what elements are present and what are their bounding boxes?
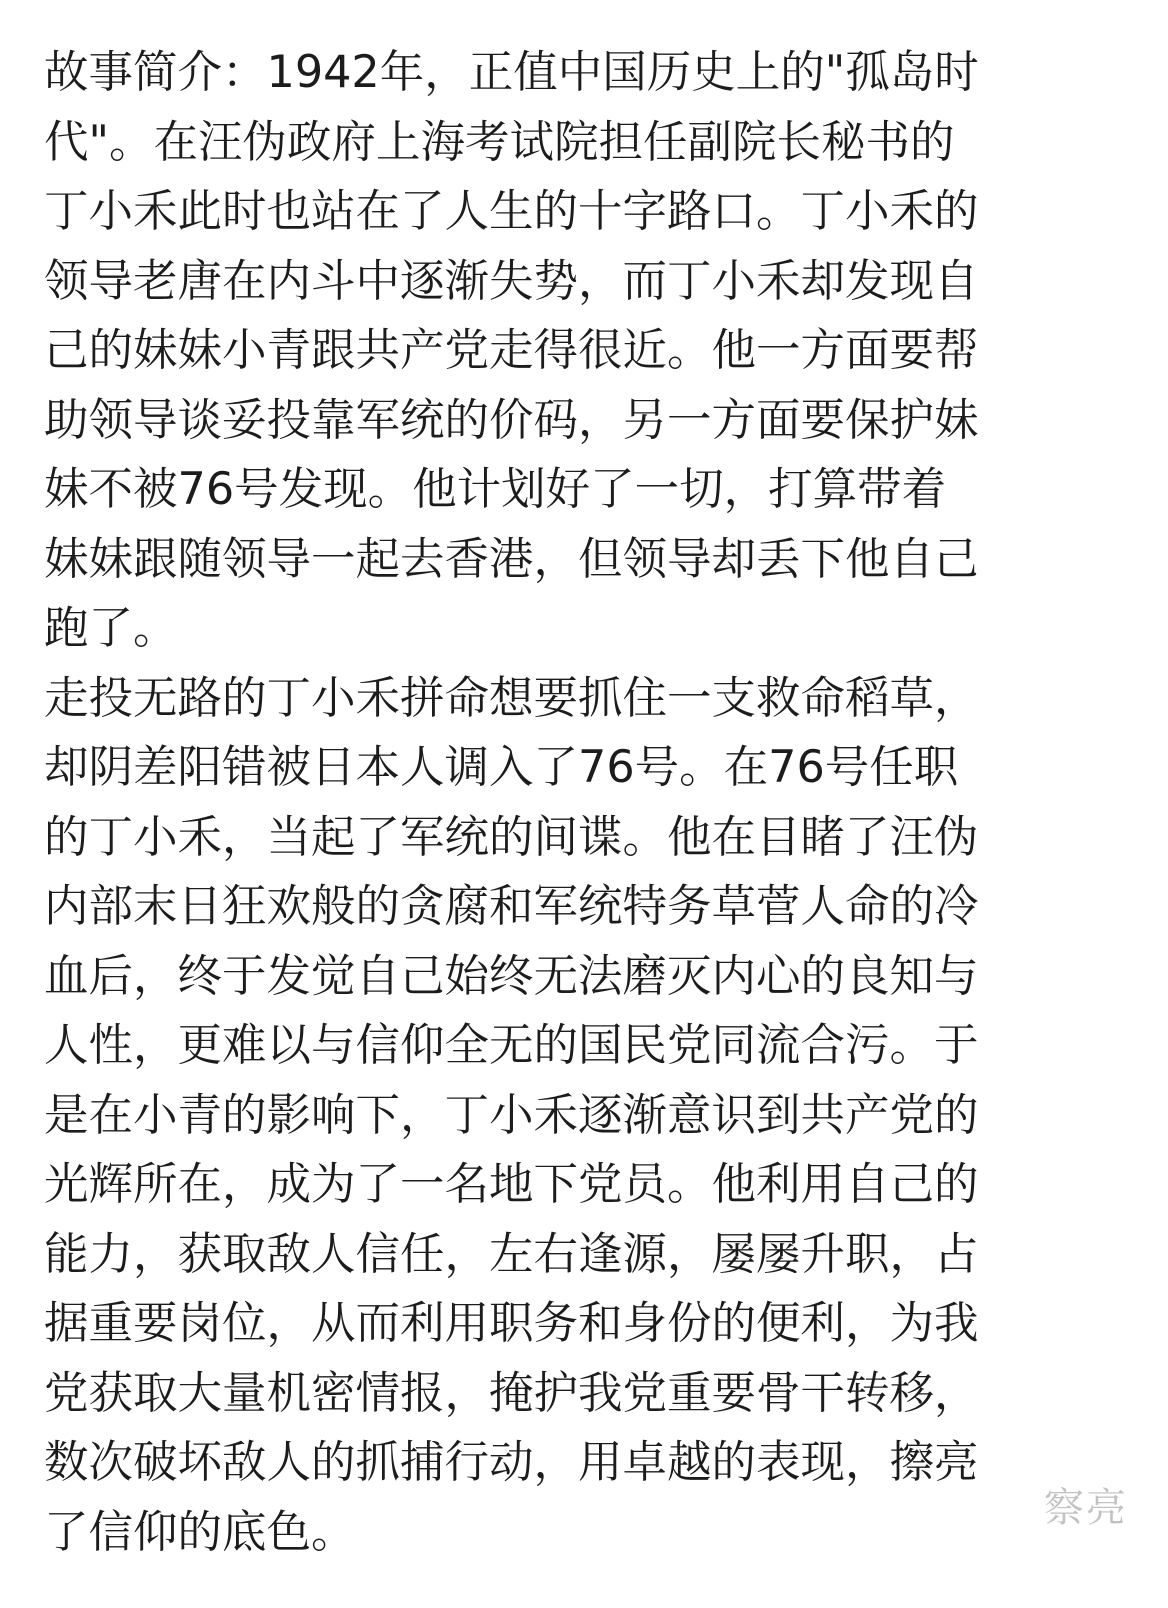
text-line: 代"。在汪伪政府上海考试院担任副院长秘书的	[44, 116, 955, 168]
text-line: 人性，更难以与信仰全无的国民党同流合污。于	[44, 1020, 979, 1071]
text-line: 走投无路的丁小禾拼命想要抓住一支救命稻草，	[44, 672, 979, 724]
text-line: 能力，获取敌人信任，左右逢源，屡屡升职，占	[44, 1228, 979, 1280]
text-line: 领导老唐在内斗中逐渐失势，而丁小禾却发现自	[44, 255, 979, 307]
text-line: 妹不被76号发现。他计划好了一切，打算带着	[44, 464, 947, 515]
text-line: 跑了。	[44, 603, 178, 654]
text-line: 丁小禾此时也站在了人生的十字路口。丁小禾的	[44, 186, 979, 237]
text-line: 故事简介：1942年，正值中国历史上的"孤岛时	[44, 47, 979, 98]
text-line: 的丁小禾，当起了军统的间谍。他在目睹了汪伪	[44, 811, 979, 863]
text-line: 血后，终于发觉自己始终无法磨灭内心的良知与	[44, 950, 979, 1002]
text-line: 己的妹妹小青跟共产党走得很近。他一方面要帮	[44, 325, 979, 376]
watermark: 察亮	[1044, 1485, 1128, 1531]
text-line: 光辉所在，成为了一名地下党员。他利用自己的	[44, 1159, 979, 1210]
text-line: 据重要岗位，从而利用职务和身份的便利，为我	[44, 1298, 979, 1349]
text-line: 妹妹跟随领导一起去香港，但领导却丢下他自己	[44, 533, 979, 585]
text-line: 助领导谈妥投靠军统的价码，另一方面要保护妹	[44, 394, 979, 446]
text-line: 却阴差阳错被日本人调入了76号。在76号任职	[44, 742, 959, 793]
text-line: 了信仰的底色。	[44, 1506, 356, 1558]
text-line: 党获取大量机密情报，掩护我党重要骨干转移，	[44, 1367, 979, 1419]
article-text	[44, 38, 1124, 1567]
text-line: 是在小青的影响下，丁小禾逐渐意识到共产党的	[44, 1089, 979, 1141]
text-line: 内部末日狂欢般的贪腐和军统特务草菅人命的冷	[44, 881, 979, 932]
text-line: 数次破坏敌人的抓捕行动，用卓越的表现，擦亮	[44, 1437, 979, 1488]
